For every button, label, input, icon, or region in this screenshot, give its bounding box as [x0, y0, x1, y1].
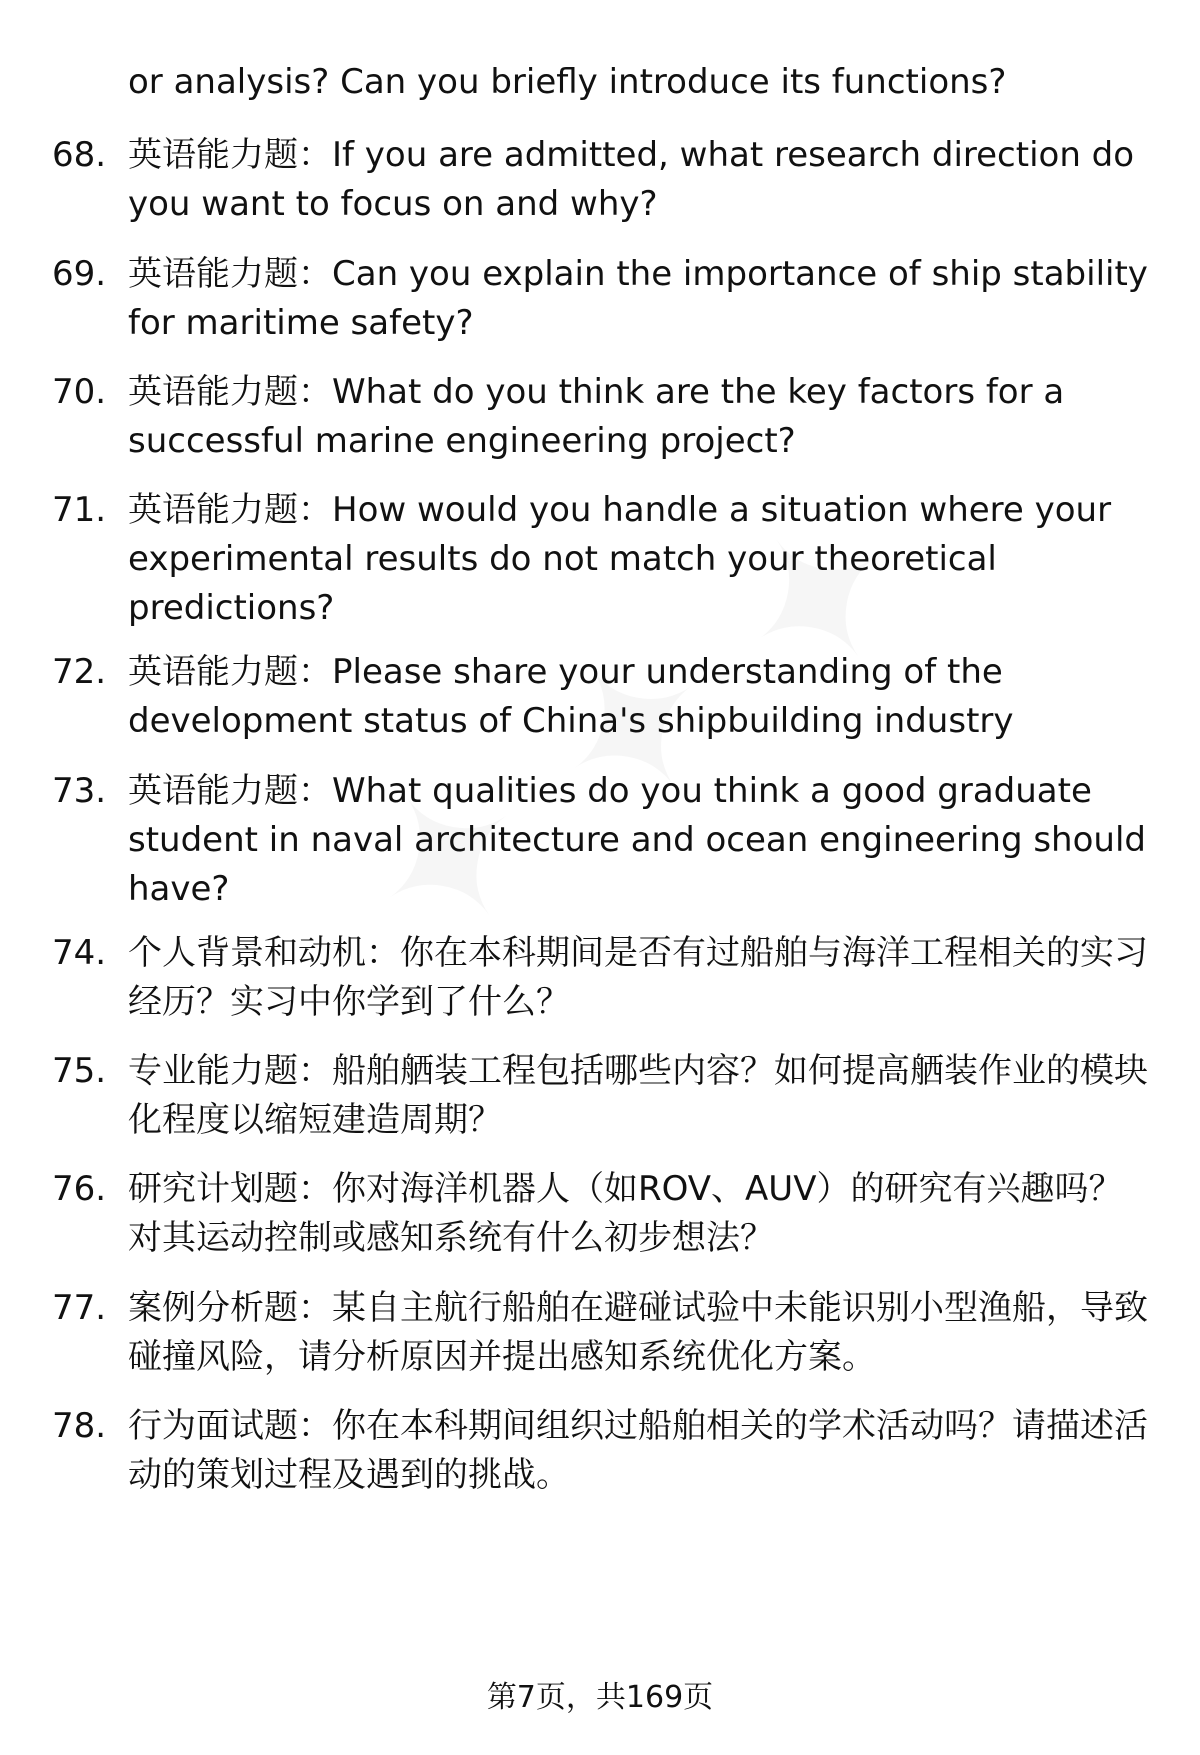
question-text: 英语能力题：Can you explain the importance of ship stability for maritime safety? [128, 254, 1148, 343]
page-number-footer: 第7页，共169页 [486, 1680, 714, 1715]
question-text: 英语能力题：What qualities do you think a good graduate student in naval architecture and ocean engineering should have? [128, 771, 1146, 909]
question-number: 75. [52, 1051, 107, 1091]
question-text: 英语能力题：How would you handle a situation where your experimental results do not match your theoretical predictions? [128, 490, 1112, 628]
question-text: 研究计划题：你对海洋机器人（如ROV、AUV）的研究有兴趣吗？对其运动控制或感知系统有什么初步想法？ [128, 1169, 1123, 1258]
question-number: 68. [52, 135, 107, 175]
question-text: 英语能力题：Please share your understanding of the development status of China's shipbuilding industry [128, 652, 1014, 741]
question-text: 英语能力题：If you are admitted, what research direction do you want to focus on and why? [128, 135, 1135, 224]
question-text: 专业能力题：船舶舾装工程包括哪些内容？如何提高舾装作业的模块化程度以缩短建造周期？ [128, 1051, 1148, 1140]
question-text: 个人背景和动机：你在本科期间是否有过船舶与海洋工程相关的实习经历？实习中你学到了什么？ [128, 933, 1148, 1022]
question-number: 73. [52, 771, 107, 811]
continuation-text: or analysis? Can you briefly introduce its functions? [128, 62, 1007, 102]
question-number: 72. [52, 652, 107, 692]
question-text: 英语能力题：What do you think are the key factors for a successful marine engineering project? [128, 372, 1065, 461]
question-number: 78. [52, 1406, 107, 1446]
question-number: 74. [52, 933, 107, 973]
question-number: 69. [52, 254, 107, 294]
question-text: 案例分析题：某自主航行船舶在避碰试验中未能识别小型渔船，导致碰撞风险，请分析原因并提出感知系统优化方案。 [128, 1288, 1148, 1377]
question-number: 70. [52, 372, 107, 412]
question-text: 行为面试题：你在本科期间组织过船舶相关的学术活动吗？请描述活动的策划过程及遇到的挑战。 [128, 1406, 1148, 1495]
question-number: 76. [52, 1169, 107, 1209]
question-number: 77. [52, 1288, 107, 1328]
question-number: 71. [52, 490, 107, 530]
